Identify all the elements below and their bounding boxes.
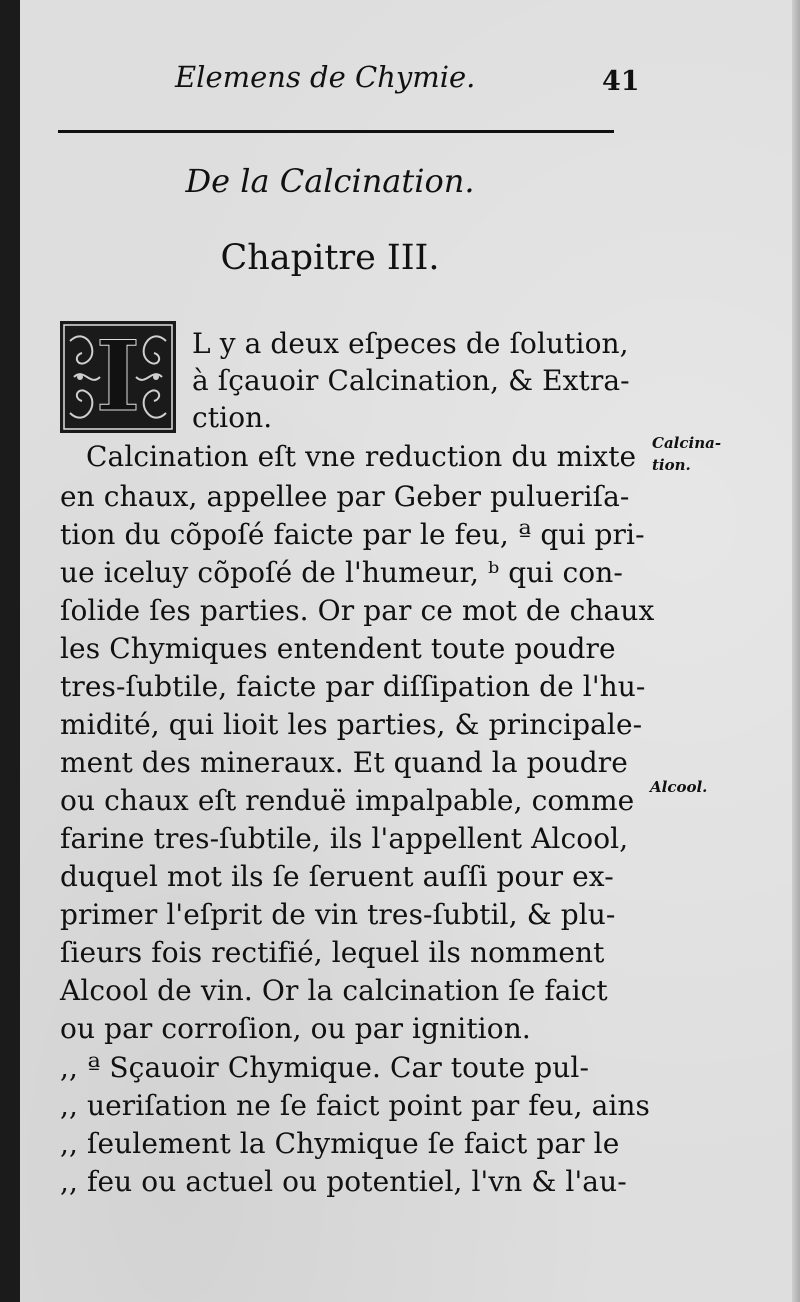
margin-note-alcool: Alcool. [650, 778, 708, 796]
page-number: 41 [602, 66, 640, 97]
margin-note-calcination-cont: tion. [652, 456, 691, 474]
chapter-title: Chapitre III. [220, 238, 440, 278]
text-line: Alcool de vin. Or la calcination ſe faict [60, 974, 608, 1007]
text-line: duquel mot ils ſe ſeruent auſſi pour ex- [60, 860, 614, 893]
text-line: tres-ſubtile, faicte par diſſipation de l'hu- [60, 670, 646, 703]
footnote-line: ,, ſeulement la Chymique ſe faict par le [60, 1127, 620, 1160]
footnote-line: ,, ª Sçauoir Chymique. Car toute pul- [60, 1051, 590, 1084]
text-line: ou par corroſion, ou par ignition. [60, 1012, 531, 1045]
page-edge [792, 0, 800, 1302]
footnote-line: ,, feu ou actuel ou potentiel, l'vn & l'au- [60, 1165, 627, 1198]
margin-note-calcination: Calcina- [652, 434, 722, 452]
running-head: Elemens de Chymie. [175, 60, 476, 94]
ornamental-initial [60, 321, 176, 433]
text-line: tion du cõpoſé faicte par le feu, ª qui pri- [60, 518, 645, 551]
footnote-line: ,, ueriſation ne ſe faict point par feu, ains [60, 1089, 651, 1122]
text-line: Calcination eſt vne reduction du mixte [86, 440, 637, 473]
text-line: ſolide ſes parties. Or par ce mot de chaux [60, 594, 655, 627]
text-line: les Chymiques entendent toute poudre [60, 632, 616, 665]
book-page [20, 0, 800, 1302]
text-line: ction. [192, 401, 273, 434]
text-line: primer l'eſprit de vin tres-ſubtil, & plu- [60, 898, 616, 931]
text-line: farine tres-ſubtile, ils l'appellent Alcool, [60, 822, 629, 855]
text-line: en chaux, appellee par Geber pulueriſa- [60, 480, 630, 513]
text-line: ou chaux eſt renduë impalpable, comme [60, 784, 635, 817]
text-line: ue iceluy cõpoſé de l'humeur, ᵇ qui con- [60, 556, 623, 589]
section-title: De la Calcination. [185, 162, 475, 200]
text-line: midité, qui lioit les parties, & principale- [60, 708, 643, 741]
initial-letter: I [95, 320, 141, 433]
text-line: ment des mineraux. Et quand la poudre [60, 746, 628, 779]
text-line: ſieurs fois rectifié, lequel ils nomment [60, 936, 605, 969]
text-line: L y a deux eſpeces de ſolution, [192, 327, 629, 360]
header-rule [58, 130, 614, 133]
text-line: à ſçauoir Calcination, & Extra- [192, 364, 630, 397]
